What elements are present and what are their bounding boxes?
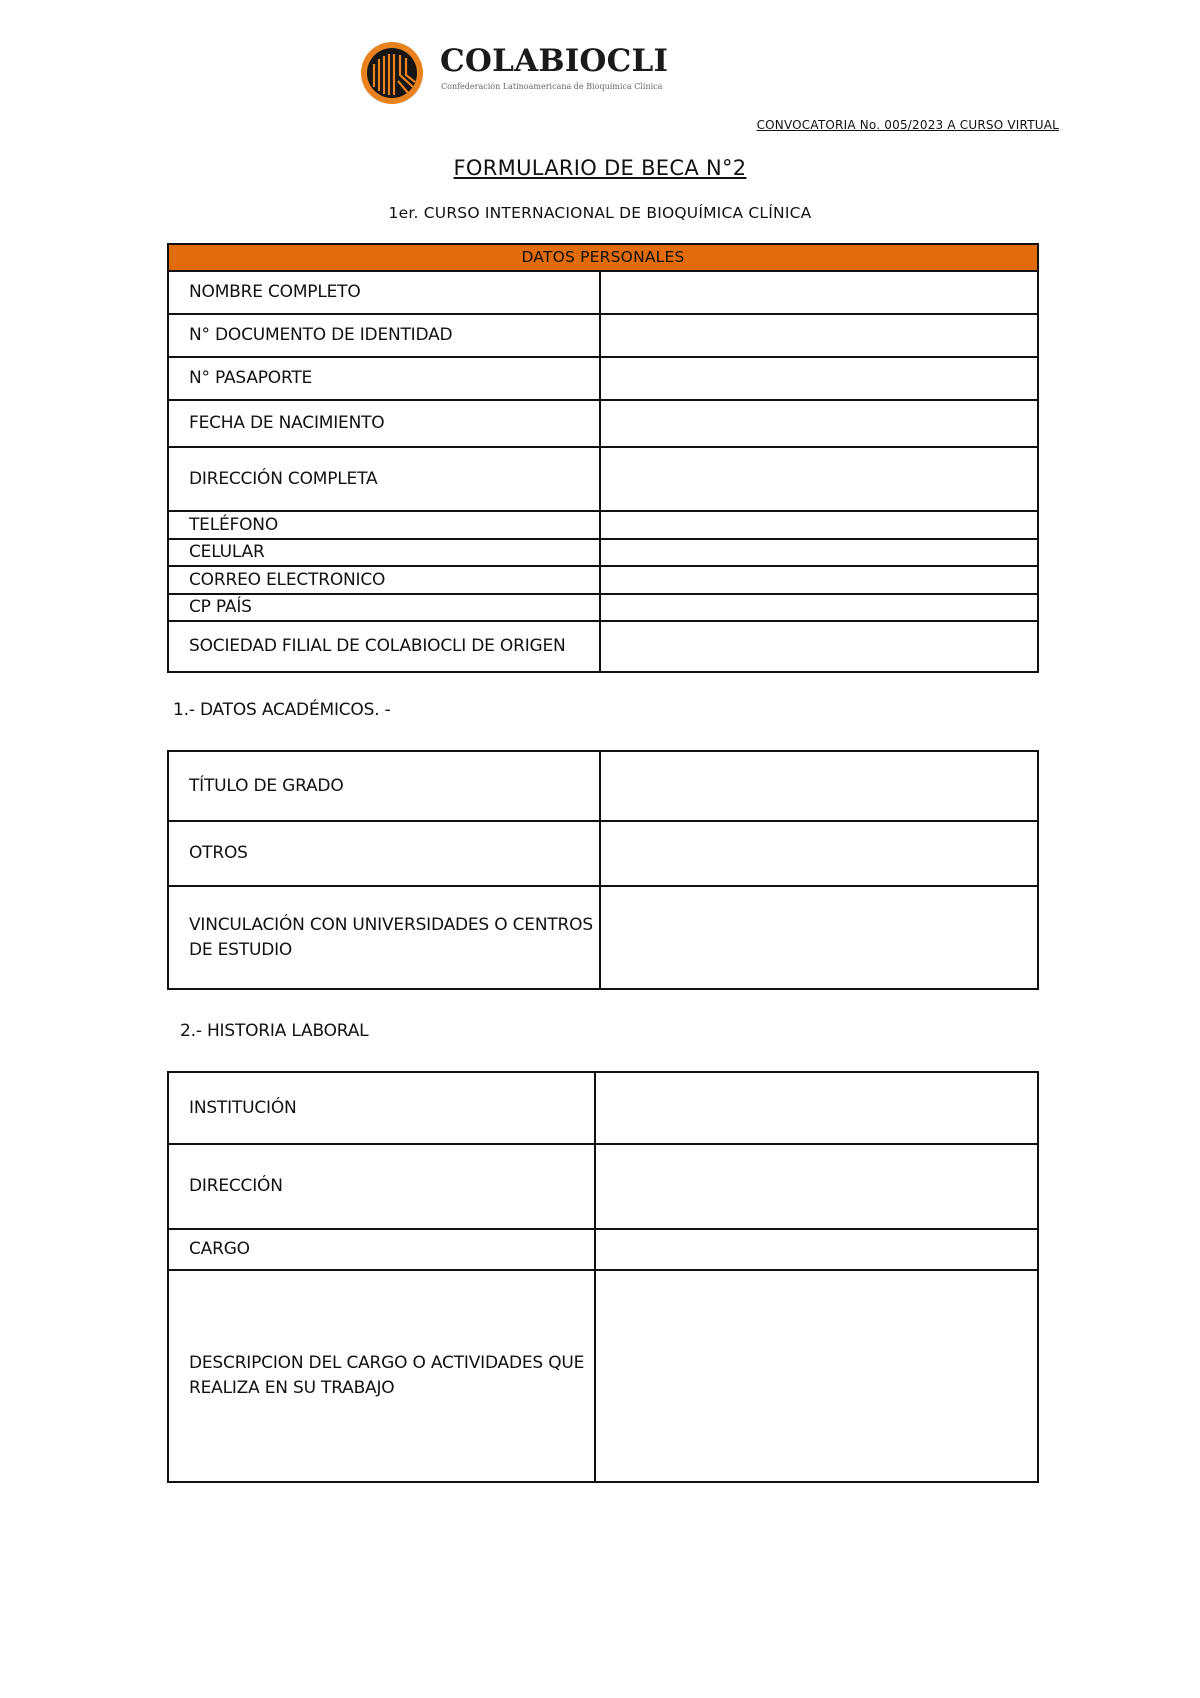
field-value-full-name[interactable] <box>600 271 1038 314</box>
field-label-country-code: CP PAÍS <box>168 594 600 621</box>
field-label-position: CARGO <box>168 1229 595 1270</box>
form-title: FORMULARIO DE BECA N°2 <box>453 156 747 180</box>
personal-data-table <box>167 243 1039 673</box>
field-value-others[interactable] <box>600 821 1038 886</box>
field-label-full-name: NOMBRE COMPLETO <box>168 271 600 314</box>
field-label-institution: INSTITUCIÓN <box>168 1072 595 1144</box>
field-label-birth-date: FECHA DE NACIMIENTO <box>168 400 600 447</box>
colabiocli-emblem-icon <box>360 41 424 105</box>
academic-data-table <box>167 750 1039 990</box>
field-value-email[interactable] <box>600 566 1038 594</box>
field-value-full-address[interactable] <box>600 447 1038 511</box>
field-label-phone: TELÉFONO <box>168 511 600 539</box>
convocatoria-reference: CONVOCATORIA No. 005/2023 A CURSO VIRTUAL <box>756 118 1059 132</box>
field-value-country-code[interactable] <box>600 594 1038 621</box>
field-value-mobile[interactable] <box>600 539 1038 566</box>
field-label-affiliate-society: SOCIEDAD FILIAL DE COLABIOCLI DE ORIGEN <box>168 621 600 672</box>
field-value-institution[interactable] <box>595 1072 1038 1144</box>
field-value-work-address[interactable] <box>595 1144 1038 1229</box>
field-label-others: OTROS <box>168 821 600 886</box>
field-value-passport[interactable] <box>600 357 1038 400</box>
field-label-mobile: CELULAR <box>168 539 600 566</box>
personal-data-heading: DATOS PERSONALES <box>168 244 1038 271</box>
field-label-work-address: DIRECCIÓN <box>168 1144 595 1229</box>
field-value-university-link[interactable] <box>600 886 1038 989</box>
field-label-full-address: DIRECCIÓN COMPLETA <box>168 447 600 511</box>
labor-history-table <box>167 1071 1039 1483</box>
labor-section-heading: 2.- HISTORIA LABORAL <box>180 1021 369 1041</box>
field-label-university-link: VINCULACIÓN CON UNIVERSIDADES O CENTROS DE ESTUDIO <box>168 886 600 989</box>
field-value-affiliate-society[interactable] <box>600 621 1038 672</box>
course-subtitle: 1er. CURSO INTERNACIONAL DE BIOQUÍMICA CLÍNICA <box>388 204 812 222</box>
field-value-birth-date[interactable] <box>600 400 1038 447</box>
field-value-id-document[interactable] <box>600 314 1038 357</box>
field-value-position-description[interactable] <box>595 1270 1038 1482</box>
colabiocli-logo <box>360 40 675 106</box>
field-label-email: CORREO ELECTRONICO <box>168 566 600 594</box>
logo-wordmark: COLABIOCLI <box>440 43 669 79</box>
field-value-degree[interactable] <box>600 751 1038 821</box>
field-label-id-document: N° DOCUMENTO DE IDENTIDAD <box>168 314 600 357</box>
logo-tagline: Confederación Latinoamericana de Bioquímica Clínica <box>441 82 663 91</box>
field-label-passport: N° PASAPORTE <box>168 357 600 400</box>
field-label-degree: TÍTULO DE GRADO <box>168 751 600 821</box>
field-value-phone[interactable] <box>600 511 1038 539</box>
field-value-position[interactable] <box>595 1229 1038 1270</box>
academic-section-heading: 1.- DATOS ACADÉMICOS. - <box>173 700 391 720</box>
field-label-position-description: DESCRIPCION DEL CARGO O ACTIVIDADES QUE REALIZA EN SU TRABAJO <box>168 1270 595 1482</box>
